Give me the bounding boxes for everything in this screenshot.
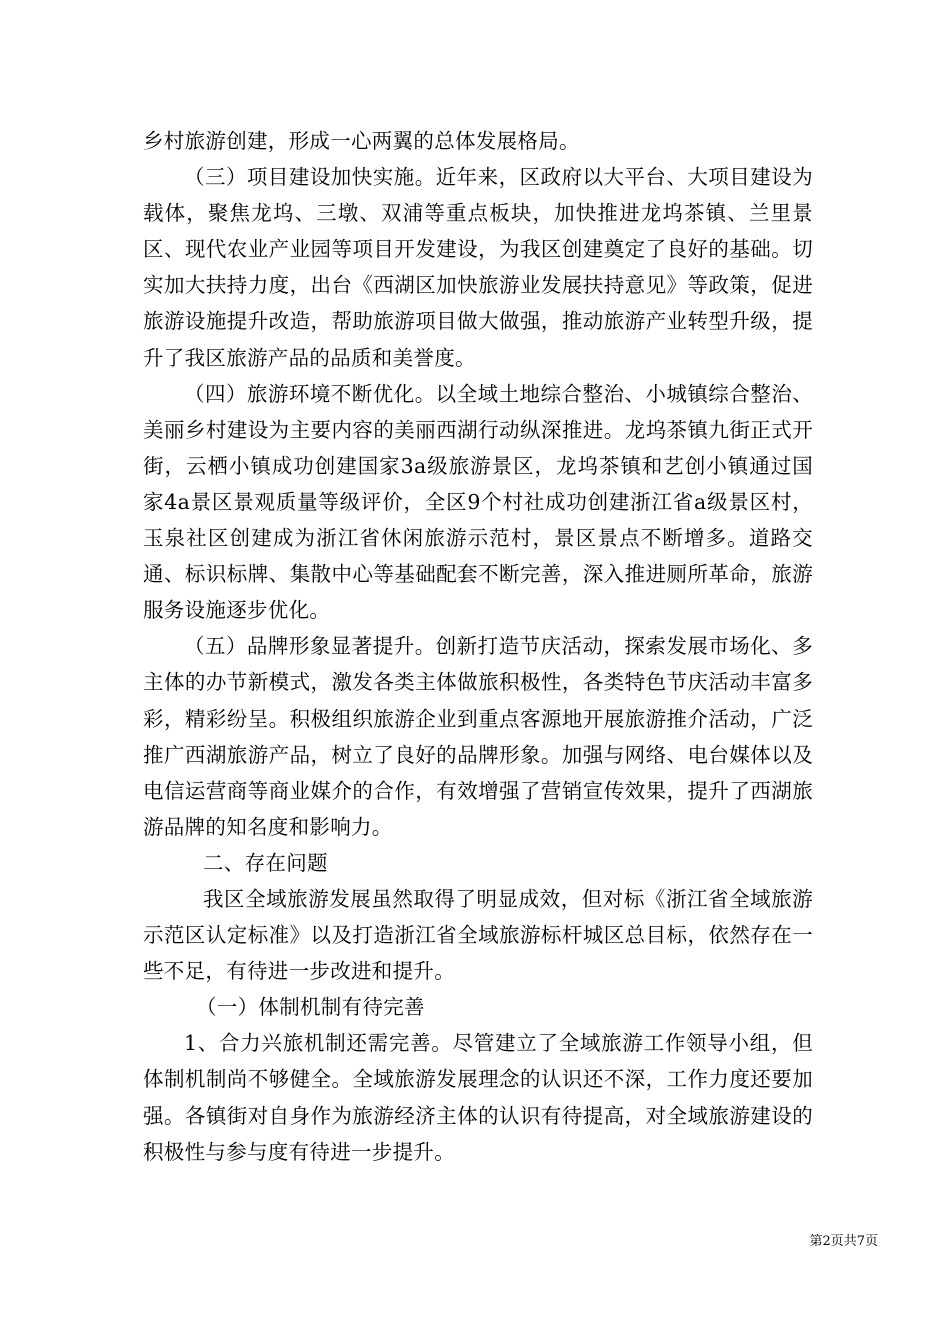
paragraph-problems-intro: 我区全域旅游发展虽然取得了明显成效，但对标《浙江省全域旅游示范区认定标准》以及打造浙江省全域旅游标杆城区总目标，依然存在一些不足，有待进一步改进和提升。: [143, 886, 813, 984]
document-body: [143, 123, 813, 1170]
paragraph-project-construction: （三）项目建设加快实施。近年来，区政府以大平台、大项目建设为载体，聚焦龙坞、三墩、双浦等重点板块，加快推进龙坞茶镇、兰里景区、现代农业产业园等项目开发建设，为我区创建奠定了良好的基础。切实加大扶持力度，出台《西湖区加快旅游业发展扶持意见》等政策，促进旅游设施提升改造，帮助旅游项目做大做强，推动旅游产业转型升级，提升了我区旅游产品的品质和美誉度。: [143, 165, 813, 370]
subheading-institutional-mechanism: （一）体制机制有待完善: [196, 995, 425, 1020]
section-heading-problems: 二、存在问题: [203, 850, 328, 875]
paragraph-tourism-environment: （四）旅游环境不断优化。以全域土地综合整治、小城镇综合整治、美丽乡村建设为主要内容的美丽西湖行动纵深推进。龙坞茶镇九街正式开街，云栖小镇成功创建国家3a级旅游景区，龙坞茶镇和艺创小镇通过国家4a景区景观质量等级评价，全区9个村社成功创建浙江省a级景区村，玉泉社区创建成为浙江省休闲旅游示范村，景区景点不断增多。道路交通、标识标牌、集散中心等基础配套不断完善，深入推进厕所革命，旅游服务设施逐步优化。: [143, 381, 813, 623]
paragraph-brand-image: （五）品牌形象显著提升。创新打造节庆活动，探索发展市场化、多主体的办节新模式，激发各类主体做旅积极性，各类特色节庆活动丰富多彩，精彩纷呈。积极组织旅游企业到重点客源地开展旅游推介活动，广泛推广西湖旅游产品，树立了良好的品牌形象。加强与网络、电台媒体以及电信运营商等商业媒介的合作，有效增强了营销宣传效果，提升了西湖旅游品牌的知名度和影响力。: [143, 634, 813, 839]
page-number: 第2页共7页: [809, 1234, 878, 1249]
paragraph-mechanism-item-1: 1、合力兴旅机制还需完善。尽管建立了全域旅游工作领导小组，但体制机制尚不够健全。全域旅游发展理念的认识还不深，工作力度还要加强。各镇街对自身作为旅游经济主体的认识有待提高，对全域旅游建设的积极性与参与度有待进一步提升。: [143, 1031, 813, 1164]
paragraph-continuation: 乡村旅游创建，形成一心两翼的总体发展格局。: [143, 129, 580, 153]
